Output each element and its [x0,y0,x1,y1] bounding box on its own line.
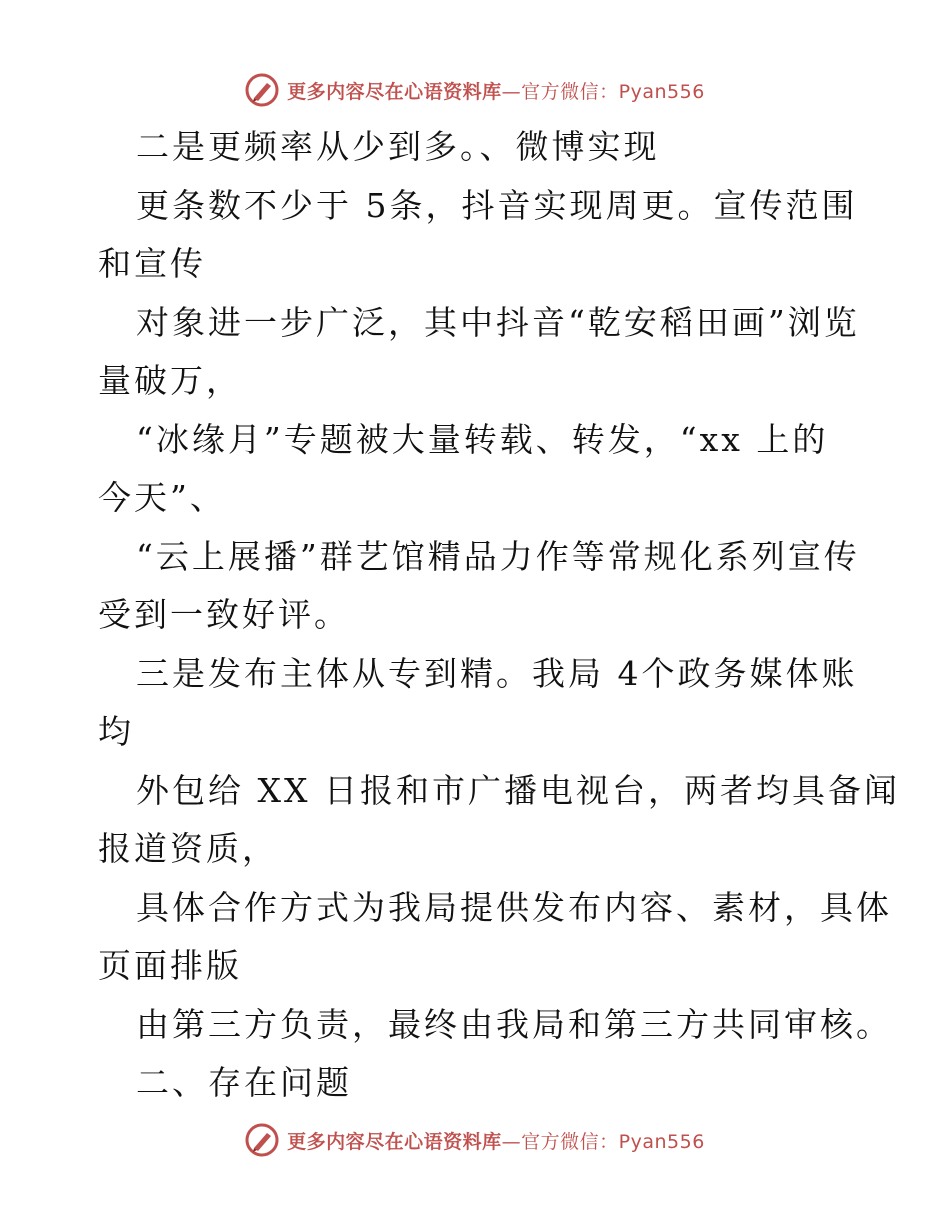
document-line: 二、存在问题 [136,1063,352,1102]
watermark-text [287,1127,705,1154]
document-line: 由第三方负责，最终由我局和第三方共同审核。 [136,1004,892,1044]
document-line: “冰缘月”专题被大量转载、转发，“xx 上的 [136,419,829,459]
pen-circle-logo-icon [245,1123,279,1157]
watermark-main-text: 更多内容尽在心语资料库 [287,80,502,103]
watermark-wechat-text: 官方微信：Pyan556 [521,80,705,103]
document-body [98,118,900,1113]
header-watermark [0,70,950,110]
document-line: 今天”、 [98,478,226,517]
document-line: 更条数不少于 5条，抖音实现周更。宣传范围 [136,185,858,225]
document-line: 页面排版 [98,946,242,985]
document-line: 对象进一步广泛，其中抖音“乾安稻田画”浏览 [136,302,860,342]
document-line: “云上展播”群艺馆精品力作等常规化系列宣传 [136,536,860,576]
watermark-text [287,77,705,104]
watermark-separator: — [501,80,522,103]
document-line: 均 [98,712,134,751]
document-line: 具体合作方式为我局提供发布内容、素材，具体 [136,887,892,927]
document-line: 量破万， [98,361,242,400]
watermark-wechat-text: 官方微信：Pyan556 [521,1130,705,1153]
watermark-separator: — [501,1130,522,1153]
document-line: 受到一致好评。 [98,595,350,634]
pen-circle-logo-icon [245,73,279,107]
document-line: 和宣传 [98,244,206,283]
document-line: 外包给 XX 日报和市广播电视台，两者均具备闻 [136,770,900,810]
watermark-main-text: 更多内容尽在心语资料库 [287,1130,502,1153]
document-line: 二是更频率从少到多。、微博实现 [136,127,660,166]
document-line: 三是发布主体从专到精。我局 4个政务媒体账 [136,653,858,693]
document-line: 报道资质， [98,829,278,868]
footer-watermark [0,1120,950,1160]
